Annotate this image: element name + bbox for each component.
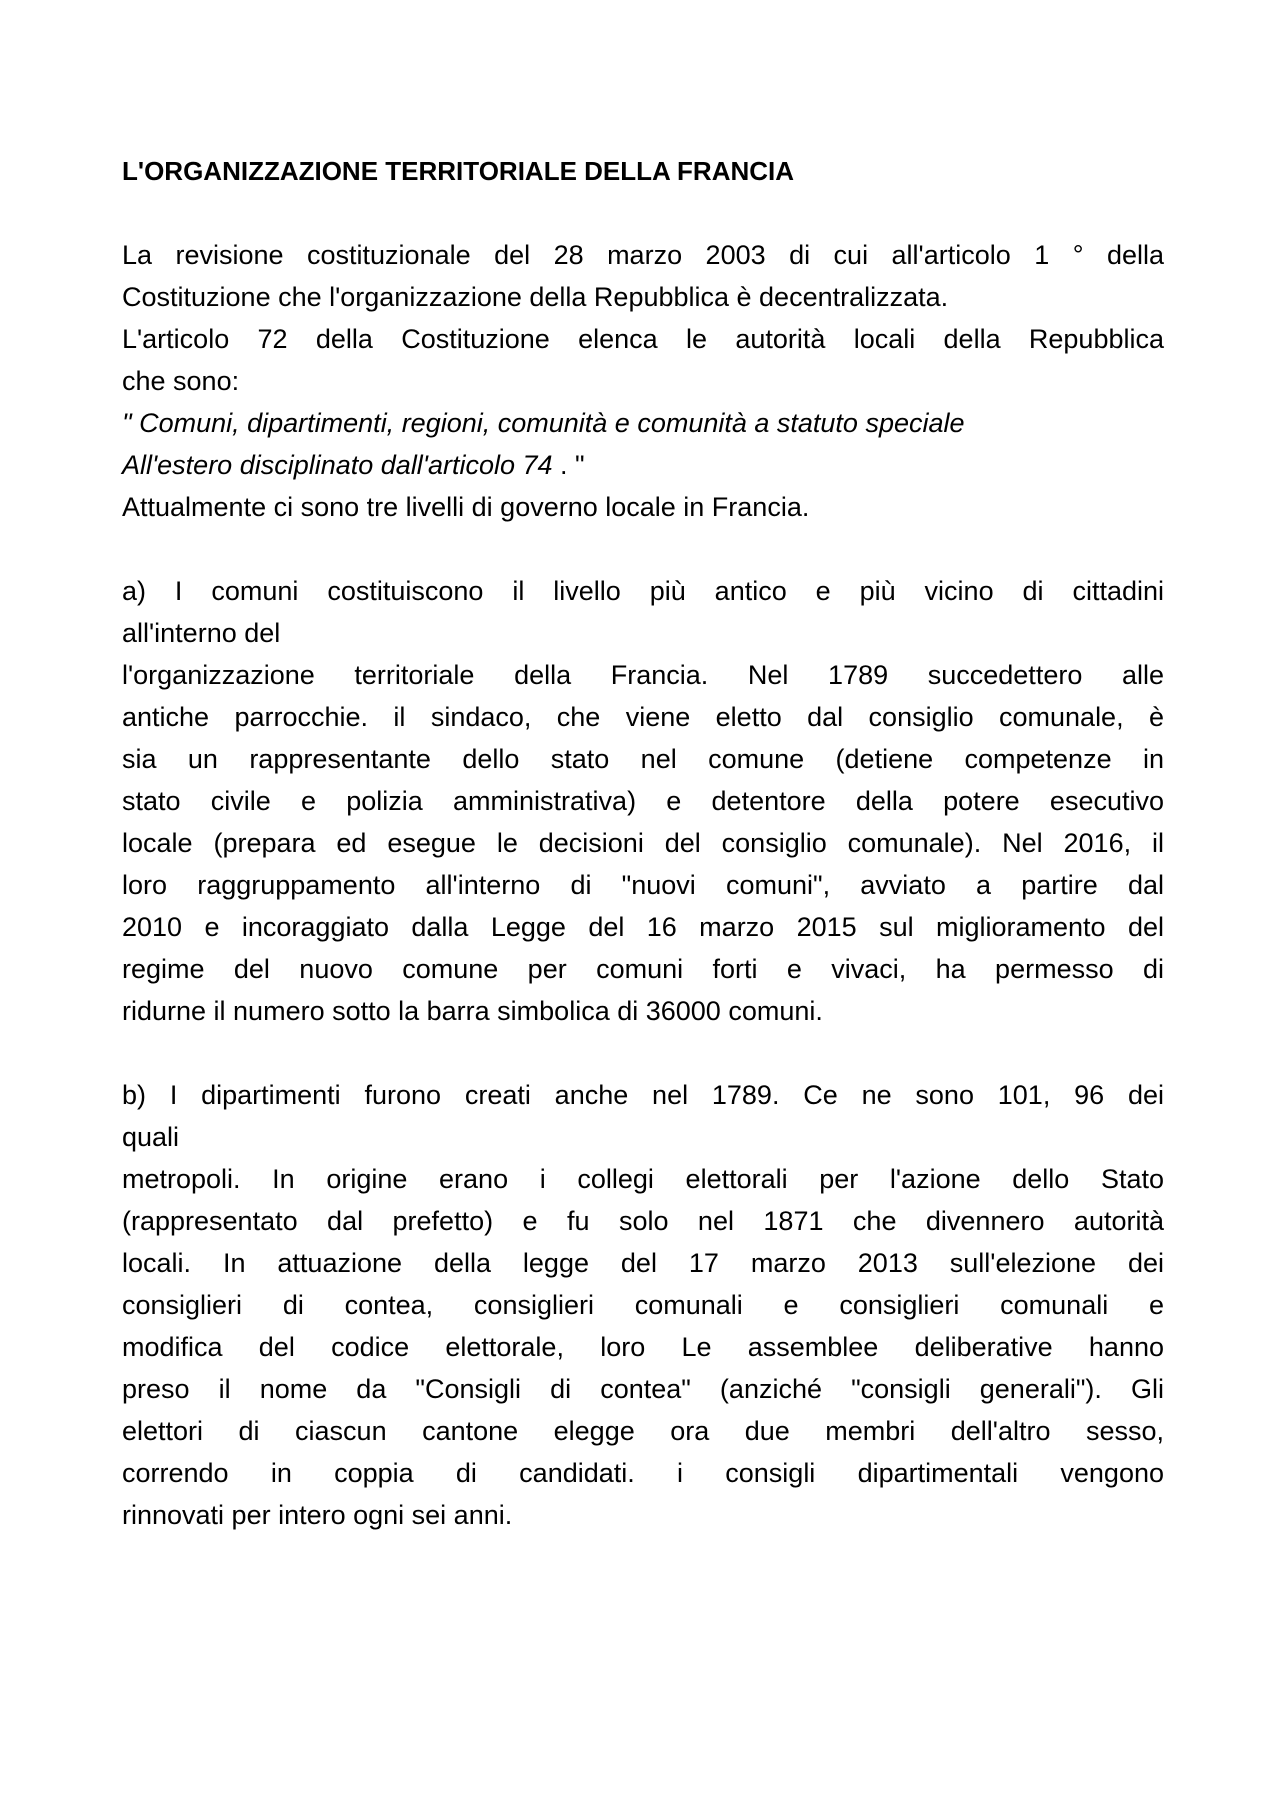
quote-line-container (122, 444, 1164, 486)
section-a-line: ridurne il numero sotto la barra simbolica di 36000 comuni. (122, 996, 823, 1026)
section-b-line: metropoli. In origine erano i collegi elettorali per l'azione dello Stato (122, 1164, 1164, 1194)
intro-paragraph (122, 234, 1164, 528)
section-a-line: a) I comuni costituiscono il livello più antico e più vicino di cittadini (122, 576, 1164, 606)
section-b-line: quali (122, 1122, 180, 1152)
section-a-line: antiche parrocchie. il sindaco, che viene eletto dal consiglio comunale, è (122, 702, 1164, 732)
section-b-line: (rappresentato dal prefetto) e fu solo nel 1871 che divennero autorità (122, 1206, 1164, 1236)
quote-end: . " (552, 450, 585, 480)
section-b-line: elettori di ciascun cantone elegge ora due membri dell'altro sesso, (122, 1416, 1164, 1446)
section-b-line: locali. In attuazione della legge del 17 marzo 2013 sull'elezione dei (122, 1248, 1164, 1278)
section-a-line: all'interno del (122, 618, 281, 648)
document-title: L'ORGANIZZAZIONE TERRITORIALE DELLA FRANCIA (122, 156, 795, 186)
section-a-line: loro raggruppamento all'interno di "nuovi comuni", avviato a partire dal (122, 870, 1164, 900)
section-b-paragraph (122, 1074, 1164, 1536)
intro-line: che sono: (122, 366, 240, 396)
section-b-line: b) I dipartimenti furono creati anche nel 1789. Ce ne sono 101, 96 dei (122, 1080, 1164, 1110)
section-a-line: stato civile e polizia amministrativa) e detentore della potere esecutivo (122, 786, 1164, 816)
section-a-line: 2010 e incoraggiato dalla Legge del 16 marzo 2015 sul miglioramento del (122, 912, 1164, 942)
section-a-line: locale (prepara ed esegue le decisioni del consiglio comunale). Nel 2016, il (122, 828, 1164, 858)
section-b-line: consiglieri di contea, consiglieri comunali e consiglieri comunali e (122, 1290, 1164, 1320)
paragraph-spacer (122, 1032, 1164, 1074)
intro-line: Attualmente ci sono tre livelli di governo locale in Francia. (122, 492, 810, 522)
paragraph-spacer (122, 528, 1164, 570)
intro-line: La revisione costituzionale del 28 marzo 2003 di cui all'articolo 1 ° della (122, 240, 1164, 270)
section-b-line: rinnovati per intero ogni sei anni. (122, 1500, 513, 1530)
section-a-line: regime del nuovo comune per comuni forti e vivaci, ha permesso di (122, 954, 1164, 984)
intro-line: L'articolo 72 della Costituzione elenca le autorità locali della Repubblica (122, 324, 1164, 354)
intro-line: Costituzione che l'organizzazione della Repubblica è decentralizzata. (122, 282, 949, 312)
quote-line: " Comuni, dipartimenti, regioni, comunità e comunità a statuto speciale (122, 408, 965, 438)
section-b-line: modifica del codice elettorale, loro Le assemblee deliberative hanno (122, 1332, 1164, 1362)
section-b-line: preso il nome da "Consigli di contea" (anziché "consigli generali"). Gli (122, 1374, 1164, 1404)
section-a-line: l'organizzazione territoriale della Francia. Nel 1789 succedettero alle (122, 660, 1164, 690)
section-a-paragraph (122, 570, 1164, 1032)
section-a-line: sia un rappresentante dello stato nel comune (detiene competenze in (122, 744, 1164, 774)
document-body (122, 150, 1164, 1536)
quote-line: All'estero disciplinato dall'articolo 74 (122, 450, 553, 480)
section-b-line: correndo in coppia di candidati. i consigli dipartimentali vengono (122, 1458, 1164, 1488)
